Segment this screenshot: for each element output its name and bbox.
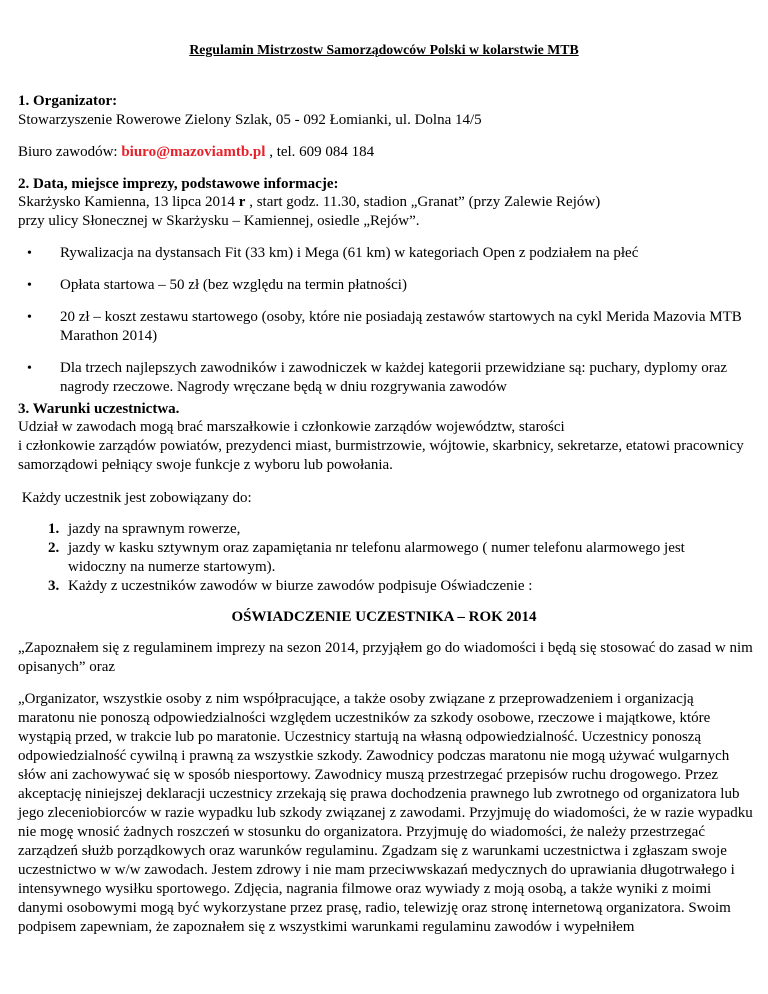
organizer-line: Stowarzyszenie Rowerowe Zielony Szlak, 05 - 092 Łomianki, ul. Dolna 14/5: [18, 112, 482, 128]
item-text: jazdy na sprawnym rowerze,: [68, 521, 241, 537]
statement-paragraph-1: „Zapoznałem się z regulaminem imprezy na sezon 2014, przyjąłem go do wiadomości i będą się stosować do zasad w nim opisanych” oraz: [18, 640, 753, 675]
event-start-text: , start godz. 11.30, stadion „Granat” (przy Zalewie Rejów): [245, 194, 601, 210]
item-text: Każdy z uczestników zawodów w biurze zawodów podpisuje Oświadczenie :: [68, 578, 533, 594]
obligations-intro: Każdy uczestnik jest zobowiązany do:: [18, 490, 252, 506]
item-number: 2.: [48, 540, 60, 556]
office-phone: , tel. 609 084 184: [265, 144, 375, 160]
office-prefix: Biuro zawodów:: [18, 144, 122, 160]
bullet-text: 20 zł – koszt zestawu startowego (osoby, które nie posiadają zestawów startowych na cykl Merida Mazovia MTB Marathon 2014): [60, 309, 742, 344]
bullet-icon: •: [27, 361, 32, 376]
section-3-heading: 3. Warunki uczestnictwa.: [18, 401, 180, 417]
bullet-icon: •: [27, 278, 32, 293]
event-date-r: r: [238, 194, 246, 210]
bullet-icon: •: [27, 246, 32, 261]
section-1-heading: 1. Organizator:: [18, 93, 118, 109]
bullet-text: Opłata startowa – 50 zł (bez względu na termin płatności): [60, 277, 407, 293]
event-date-text: Skarżysko Kamienna, 13 lipca 2014: [18, 194, 239, 210]
bullet-text: Dla trzech najlepszych zawodników i zawodniczek w każdej kategorii przewidziane są: puchary, dyplomy oraz nagrody rzeczowe. Nagrody wręczane będą w dniu rozgrywania zawodów: [60, 360, 728, 395]
statement-heading: OŚWIADCZENIE UCZESTNIKA – ROK 2014: [231, 609, 537, 625]
bullet-text: Rywalizacja na dystansach Fit (33 km) i Mega (61 km) w kategoriach Open z podziałem na płeć: [60, 245, 639, 261]
item-text: jazdy w kasku sztywnym oraz zapamiętania nr telefonu alarmowego ( numer telefonu alarmowego jest widoczny na numerze startowym).: [68, 540, 685, 575]
office-email-link[interactable]: biuro@mazoviamtb.pl: [121, 144, 266, 160]
event-place-line: przy ulicy Słonecznej w Skarżysku – Kamiennej, osiedle „Rejów”.: [18, 213, 420, 229]
section-2-heading: 2. Data, miejsce imprezy, podstawowe informacje:: [18, 176, 339, 192]
item-number: 3.: [48, 578, 60, 594]
participation-paragraph: Udział w zawodach mogą brać marszałkowie i członkowie zarządów województw, starości i członkowie zarządów powiatów, prezydenci miast, burmistrzowie, wójtowie, skarbnicy, sekretarze, etatowi pracownicy samorządowi pełniący swoje funkcje z wyboru lub powołania.: [18, 419, 744, 473]
statement-paragraph-2: „Organizator, wszystkie osoby z nim współpracujące, a także osoby związane z przeprowadzeniem i organizacją maratonu nie ponoszą odpowiedzialności względem uczestników za szkody osobowe, rzeczowe i majątkowe, które wystąpią przed, w trakcie lub po maratonie. Uczestnicy startują na własną odpowiedzialność. Uczestnicy ponoszą odpowiedzialność cywilną i prawną za wszystkie szkody. Zawodnicy podczas maratonu nie mogą używać wulgarnych słów ani zachowywać się w sposób niesportowy. Zawodnicy muszą przestrzegać przepisów ruchu drogowego. Przez akceptację niniejszej deklaracji uczestnicy zrzekają się prawa dochodzenia prawnego lub zwrotnego od organizatora lub jego zleceniobiorców w razie wypadku lub szkody związanej z zawodami. Przyjmuję do wiadomości, że w razie wypadku nie mogę wnosić żadnych roszczeń w stosunku do organizatora. Przyjmuję do wiadomości, że należy przestrzegać zarządzeń służb porządkowych oraz warunków regulaminu. Zgadzam się z warunkami uczestnictwa i zgłaszam swoje uczestnictwo w w/w zawodach. Jestem zdrowy i nie mam przeciwwskazań medycznych do uprawiania długotrwałego i intensywnego wysiłku sportowego. Zdjęcia, nagrania filmowe oraz wywiady z moją osobą, a także wyniki z moimi danymi osobowymi mogą być wykorzystane przez prasę, radio, telewizję oraz stronę internetową organizatora. Swoim podpisem zapewniam, że zapoznałem się z wszystkimi warunkami regulaminu zawodów i wypełniłem: [18, 691, 753, 935]
office-line: [18, 143, 750, 162]
item-number: 1.: [48, 521, 60, 537]
event-date-line: [18, 193, 750, 212]
document-title: Regulamin Mistrzostw Samorządowców Polski w kolarstwie MTB: [189, 42, 579, 57]
bullet-icon: •: [27, 310, 32, 325]
